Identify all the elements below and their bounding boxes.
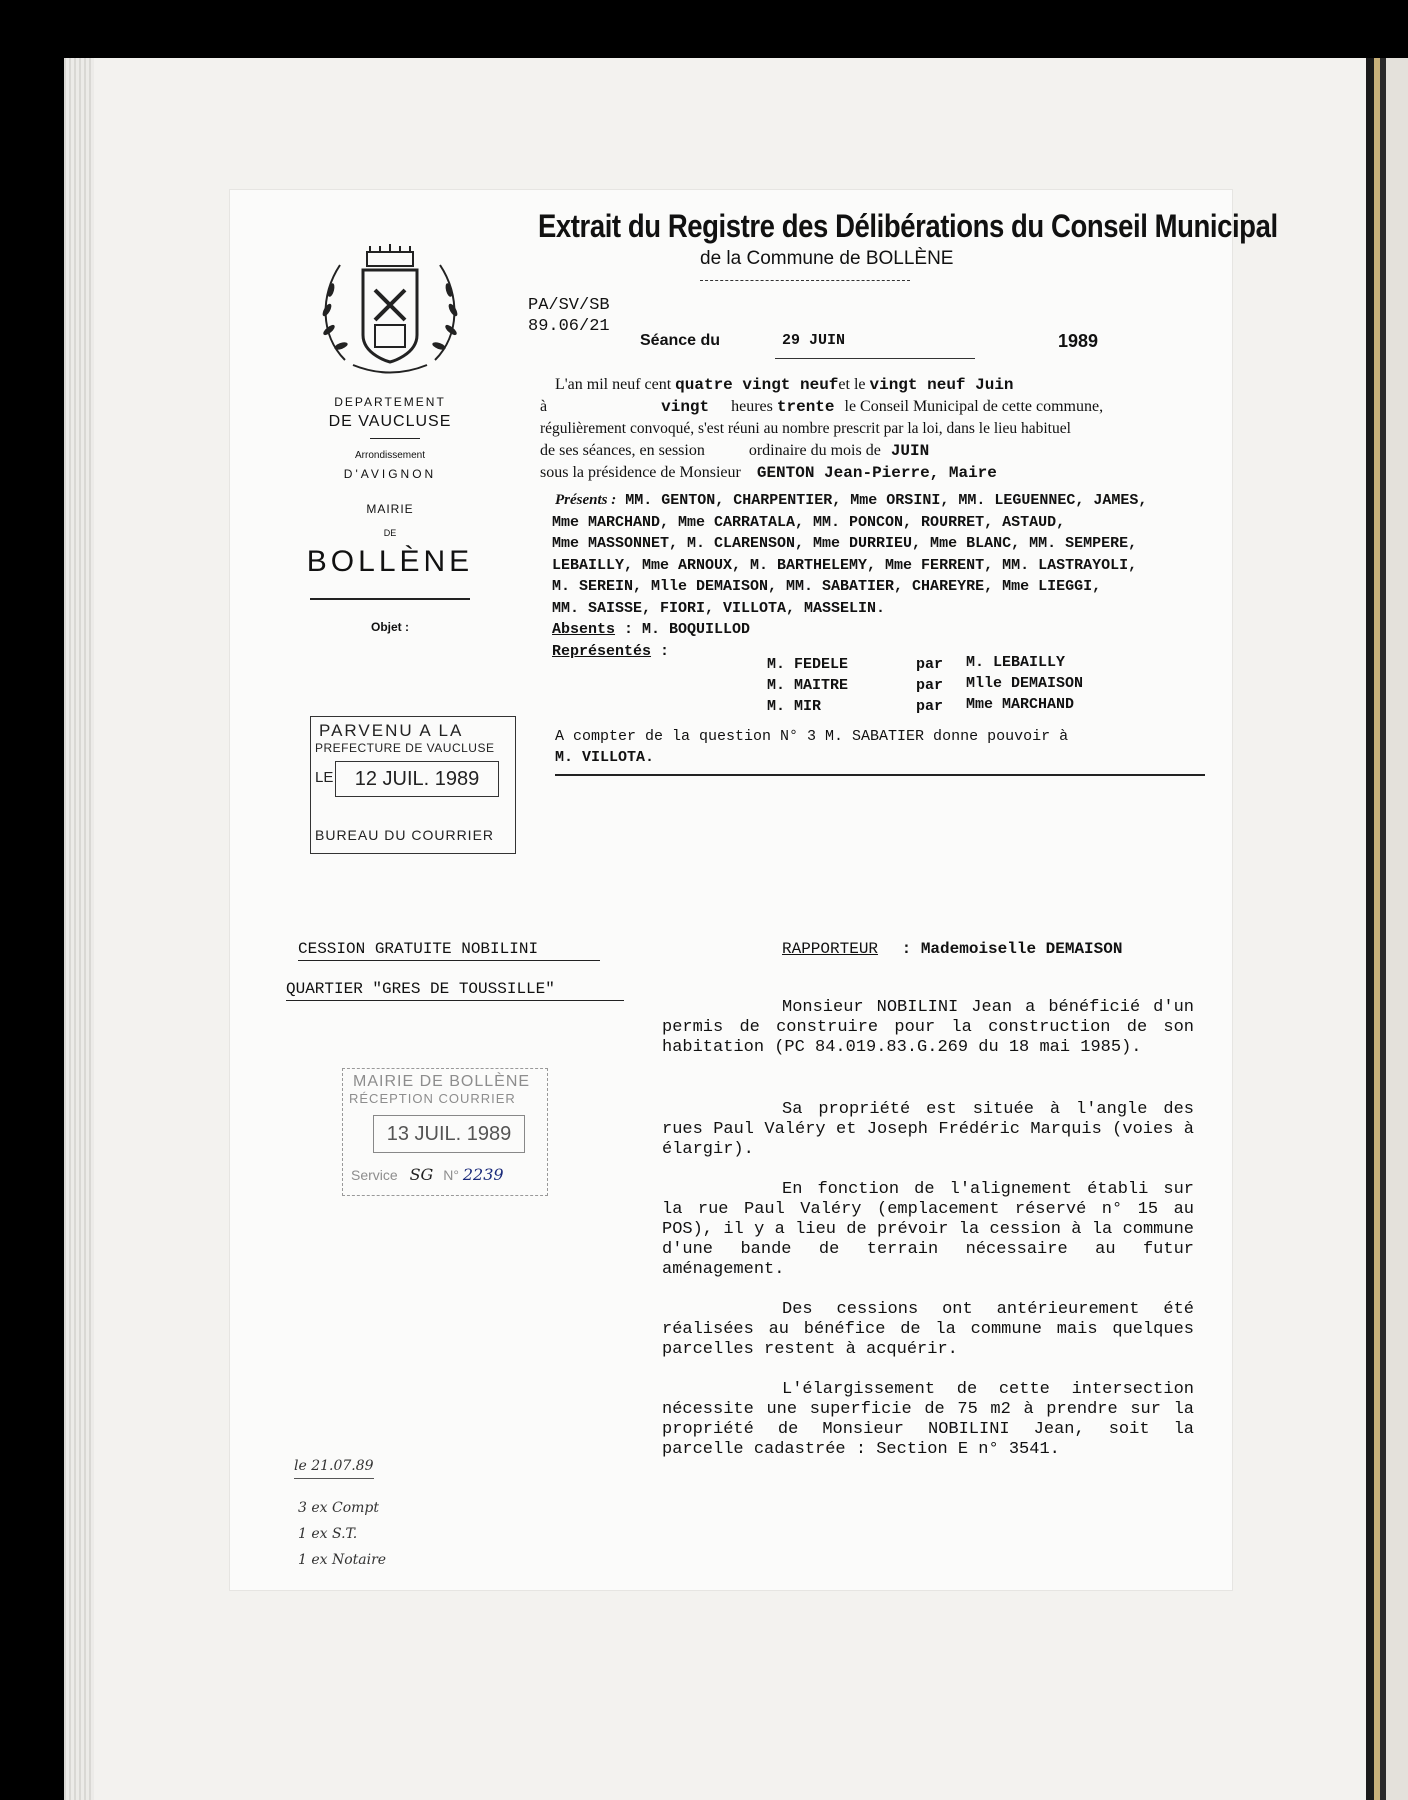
filled-value: vingt (661, 398, 710, 416)
subject-line-1: CESSION GRATUITE NOBILINI (298, 940, 539, 958)
proxy-members (767, 654, 848, 717)
underline (294, 1478, 374, 1479)
par-label: par (916, 656, 944, 673)
album-spine (1366, 58, 1408, 1800)
town-name: BOLLÈNE (306, 545, 474, 578)
mairie-reception-stamp (342, 1068, 548, 1196)
present-line: Mme MARCHAND, Mme CARRATALA, MM. PONCON, ROURRET, ASTAUD, (552, 513, 1066, 531)
document-sheet (230, 190, 1278, 1590)
handwritten-note: 1 ex Notaire (298, 1552, 387, 1568)
de-label: DE (383, 528, 397, 538)
preamble-line (540, 464, 997, 482)
proxy-note (555, 726, 1068, 768)
filled-value: vingt neuf Juin (869, 376, 1014, 394)
paragraph-text: Monsieur NOBILINI Jean a bénéficié d'un permis de construire pour la construction de son habitation (PC 84.019.83.G.269 du 18 mai 1985). (662, 998, 1194, 1057)
handwritten-note: 1 ex S.T. (298, 1526, 358, 1542)
par-label: par (916, 677, 944, 694)
text: MM. GENTON, CHARPENTIER, Mme ORSINI, MM. LEGUENNEC, JAMES, (625, 492, 1148, 509)
present-line: LEBAILLY, Mme ARNOUX, M. BARTHELEMY, Mme FERRENT, MM. LASTRAYOLI, (552, 556, 1138, 574)
preamble-line (540, 442, 929, 460)
proxy-holder: M. LEBAILLY (966, 654, 1066, 671)
coat-of-arms-icon (315, 240, 465, 380)
represented-label: Représentés (552, 642, 652, 660)
paragraph (662, 1380, 1194, 1460)
text: : (660, 642, 670, 660)
stamp-service (351, 1165, 504, 1184)
divider (310, 598, 470, 600)
preamble-line (540, 398, 1103, 416)
proxy-member: M. MAITRE (767, 677, 849, 694)
present-line: M. SEREIN, Mlle DEMAISON, MM. SABATIER, CHAREYRE, Mme LIEGGI, (552, 578, 1102, 595)
document-subtitle: de la Commune de BOLLÈNE (700, 248, 954, 269)
department-label: DEPARTEMENT (334, 395, 446, 409)
reference-line: PA/SV/SB (528, 296, 610, 315)
filled-value: GENTON Jean-Pierre, Maire (756, 464, 997, 482)
text: à (540, 398, 548, 415)
rapporteur-label: RAPPORTEUR (782, 940, 879, 958)
arrondissement-name: D'AVIGNON (343, 467, 437, 481)
text: ordinaire du mois de (748, 442, 881, 459)
preamble-line: régulièrement convoqué, s'est réuni au nombre prescrit par la loi, dans le lieu habituel (540, 420, 1071, 437)
filled-value: trente (776, 398, 835, 416)
proxy-holders (966, 652, 1083, 715)
prefecture-received-stamp (310, 716, 516, 854)
proxy-par (916, 654, 943, 717)
filled-value: quatre vingt neuf (675, 376, 839, 394)
paragraph (662, 1100, 1194, 1160)
note-line: A compter de la question N° 3 M. SABATIER donne pouvoir à (555, 728, 1069, 745)
stamp-line: RÉCEPTION COURRIER (349, 1091, 516, 1106)
service-code: SG (409, 1165, 434, 1184)
underline (286, 1000, 624, 1001)
text: L'an mil neuf cent (555, 376, 672, 393)
seance-label: Séance du (640, 332, 721, 349)
text: le Conseil Municipal de cette commune, (844, 398, 1104, 415)
par-label: par (916, 698, 944, 715)
seance-date: 29 JUIN (782, 332, 846, 349)
proxy-member: M. MIR (767, 698, 822, 715)
filled-value: JUIN (890, 442, 930, 460)
stamp-line: PARVENU A LA (319, 721, 464, 740)
handwritten-date: le 21.07.89 (294, 1458, 374, 1474)
reference-code (528, 295, 610, 337)
subject-line-2: QUARTIER "GRES DE TOUSSILLE" (286, 980, 555, 998)
document-title: Extrait du Registre des Délibérations du Conseil Municipal (538, 208, 1278, 244)
note-line: M. VILLOTA. (555, 749, 655, 766)
stamp-date: 13 JUIL. 1989 (373, 1115, 525, 1153)
department-name: DE VAUCLUSE (328, 413, 452, 430)
stamp-le: LE (315, 769, 334, 786)
seance-year: 1989 (1058, 331, 1099, 351)
preamble-line (555, 376, 1014, 394)
objet-label: Objet : (371, 620, 409, 634)
paragraph (662, 1180, 1194, 1280)
paragraph-text: L'élargissement de cette intersection nécessite une superficie de 75 m2 à prendre sur la propriété de Monsieur NOBILINI Jean, soit la parcelle cadastrée : Section E n° 3541. (662, 1380, 1194, 1459)
stamp-line: MAIRIE DE BOLLÈNE (353, 1073, 531, 1090)
proxy-holder: Mme MARCHAND (966, 696, 1075, 713)
divider (700, 280, 910, 281)
divider (370, 438, 420, 439)
paragraph-text: En fonction de l'alignement établi sur la rue Paul Valéry (emplacement réservé n° 15 au POS), il y a lieu de prévoir la cession à la commune d'une bande de terrain nécessaire au futur aménagement. (662, 1180, 1194, 1279)
present-line: Mme MASSONNET, M. CLARENSON, Mme DURRIEU, Mme BLANC, MM. SEMPERE, (552, 535, 1138, 552)
absent-label: Absents (552, 621, 616, 638)
paragraph-text: Des cessions ont antérieurement été réalisées au bénéfice de la commune mais quelques parcelles restent à acquérir. (662, 1300, 1194, 1359)
service-label: Service (351, 1167, 398, 1183)
present-line (555, 490, 1147, 512)
mairie-label: MAIRIE (366, 502, 414, 516)
proxy-holder: Mlle DEMAISON (966, 675, 1084, 692)
stamp-number: 2239 (462, 1165, 504, 1184)
paragraph-text: Sa propriété est située à l'angle des rues Paul Valéry et Joseph Frédéric Marquis (voies à élargir). (662, 1100, 1194, 1159)
present-label: Présents : (555, 492, 617, 508)
number-label: N° (443, 1167, 459, 1183)
rapporteur-line (782, 940, 1122, 958)
absent-value: : M. BOQUILLOD (624, 621, 751, 638)
text: sous la présidence de Monsieur (540, 464, 741, 481)
album-page-edge (64, 58, 94, 1800)
paragraph (662, 998, 1194, 1058)
section-divider (555, 774, 1205, 776)
rapporteur-value: : Mademoiselle DEMAISON (901, 940, 1123, 958)
present-members (552, 490, 1148, 662)
absent-line (552, 619, 1147, 641)
stamp-line: PREFECTURE DE VAUCLUSE (315, 741, 495, 755)
paragraph (662, 1300, 1194, 1360)
divider (775, 358, 975, 359)
present-line: MM. SAISSE, FIORI, VILLOTA, MASSELIN. (552, 599, 886, 617)
proxy-member: M. FEDELE (767, 656, 849, 673)
stamp-line: BUREAU DU COURRIER (315, 827, 495, 843)
underline (298, 960, 600, 961)
stamp-date: 12 JUIL. 1989 (335, 761, 499, 797)
text: et le (838, 376, 866, 393)
text: de ses séances, en session (540, 442, 705, 459)
reference-line: 89.06/21 (528, 317, 610, 336)
text: heures (731, 398, 773, 415)
arrondissement-label: Arrondissement (354, 450, 426, 461)
handwritten-note: 3 ex Compt (298, 1500, 379, 1516)
